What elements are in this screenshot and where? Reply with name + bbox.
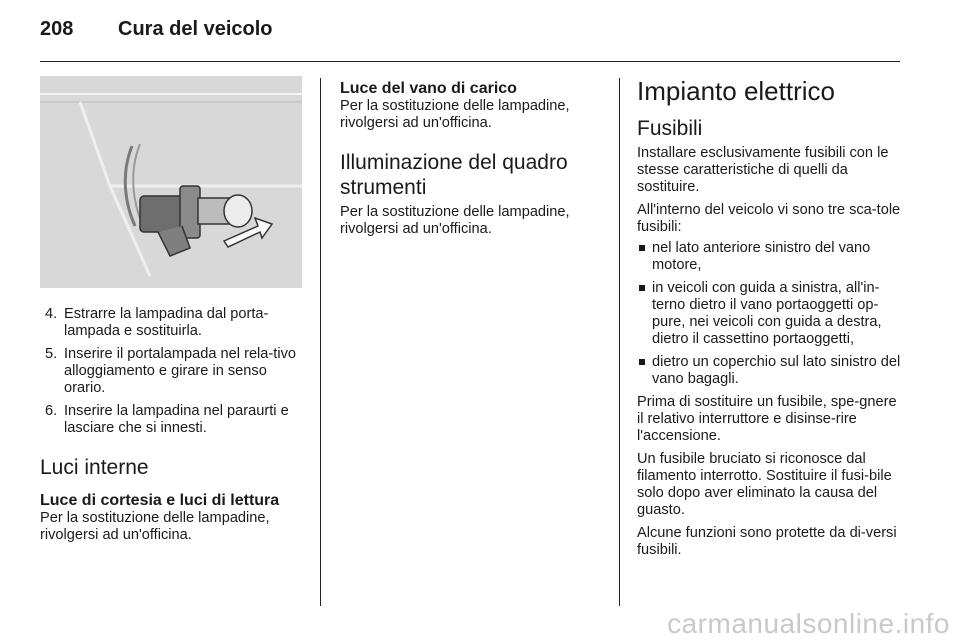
cargo-light-text: Per la sostituzione delle lampadine, rivolgersi ad un'officina. (340, 98, 570, 131)
page-number: 208 (40, 18, 74, 40)
column-divider-1 (320, 78, 321, 606)
fuse-replace-precaution: Prima di sostituire un fusibile, spe-gnere il relativo interruttore e disinse-rire l'accensione. (637, 394, 897, 444)
column-right (637, 76, 901, 559)
list-item: nel lato anteriore sinistro del vano motore, (637, 240, 901, 274)
multiple-fuses-text: Alcune funzioni sono protette da di-versi fusibili. (637, 525, 897, 558)
chapter-title: Cura del veicolo (118, 18, 273, 40)
dashboard-light-title: Illuminazione del quadro strumenti (340, 151, 568, 199)
fuse-boxes-intro: All'interno del veicolo vi sono tre sca-tole fusibili: (637, 202, 901, 235)
bullet-square-icon (639, 285, 645, 291)
column-left (40, 76, 302, 544)
column-middle (340, 76, 602, 238)
step-4: 4. Estrarre la lampadina dal porta-lampada e sostituirla. (45, 306, 269, 339)
dashboard-light-text: Per la sostituzione delle lampadine, rivolgersi ad un'officina. (340, 204, 570, 237)
subsection-title-courtesy-lights: Luce di cortesia e luci di lettura (40, 492, 280, 509)
section-title-electrical: Impianto elettrico (637, 76, 835, 106)
fuse-box-locations (637, 240, 901, 388)
courtesy-lights-text: Per la sostituzione delle lampadine, rivolgersi ad un'officina. (40, 510, 270, 543)
section-title-interior-lights: Luci interne (40, 456, 149, 479)
step-5: 5. Inserire il portalampada nel rela-tivo alloggiamento e girare in senso orario. (45, 346, 296, 396)
list-item: in veicoli con guida a sinistra, all'in-terno dietro il vano portaoggetti op-pure, nei veicoli con guida a destra, dietro il cassettino portaoggetti, (637, 280, 901, 348)
bullet-square-icon (639, 359, 645, 365)
column-divider-2 (619, 78, 620, 606)
procedure-steps (40, 306, 302, 437)
fuses-title: Fusibili (637, 117, 703, 140)
list-item: dietro un coperchio sul lato sinistro del vano bagagli. (637, 354, 901, 388)
step-6: 6. Inserire la lampadina nel paraurti e lasciare che si innesti. (45, 403, 289, 436)
bulb-holder-drawing (40, 76, 302, 288)
fuses-intro-text: Installare esclusivamente fusibili con le stesse caratteristiche di quelli da sostituire. (637, 145, 889, 195)
watermark: carmanualsonline.info (667, 608, 950, 639)
blown-fuse-text: Un fusibile bruciato si riconosce dal filamento interrotto. Sostituire il fusi-bile solo dopo aver eliminato la causa del guasto. (637, 451, 892, 518)
bullet-square-icon (639, 245, 645, 251)
bulb-replacement-illustration (40, 76, 302, 288)
cargo-light-title: Luce del vano di carico (340, 80, 517, 97)
header-rule (40, 61, 900, 62)
